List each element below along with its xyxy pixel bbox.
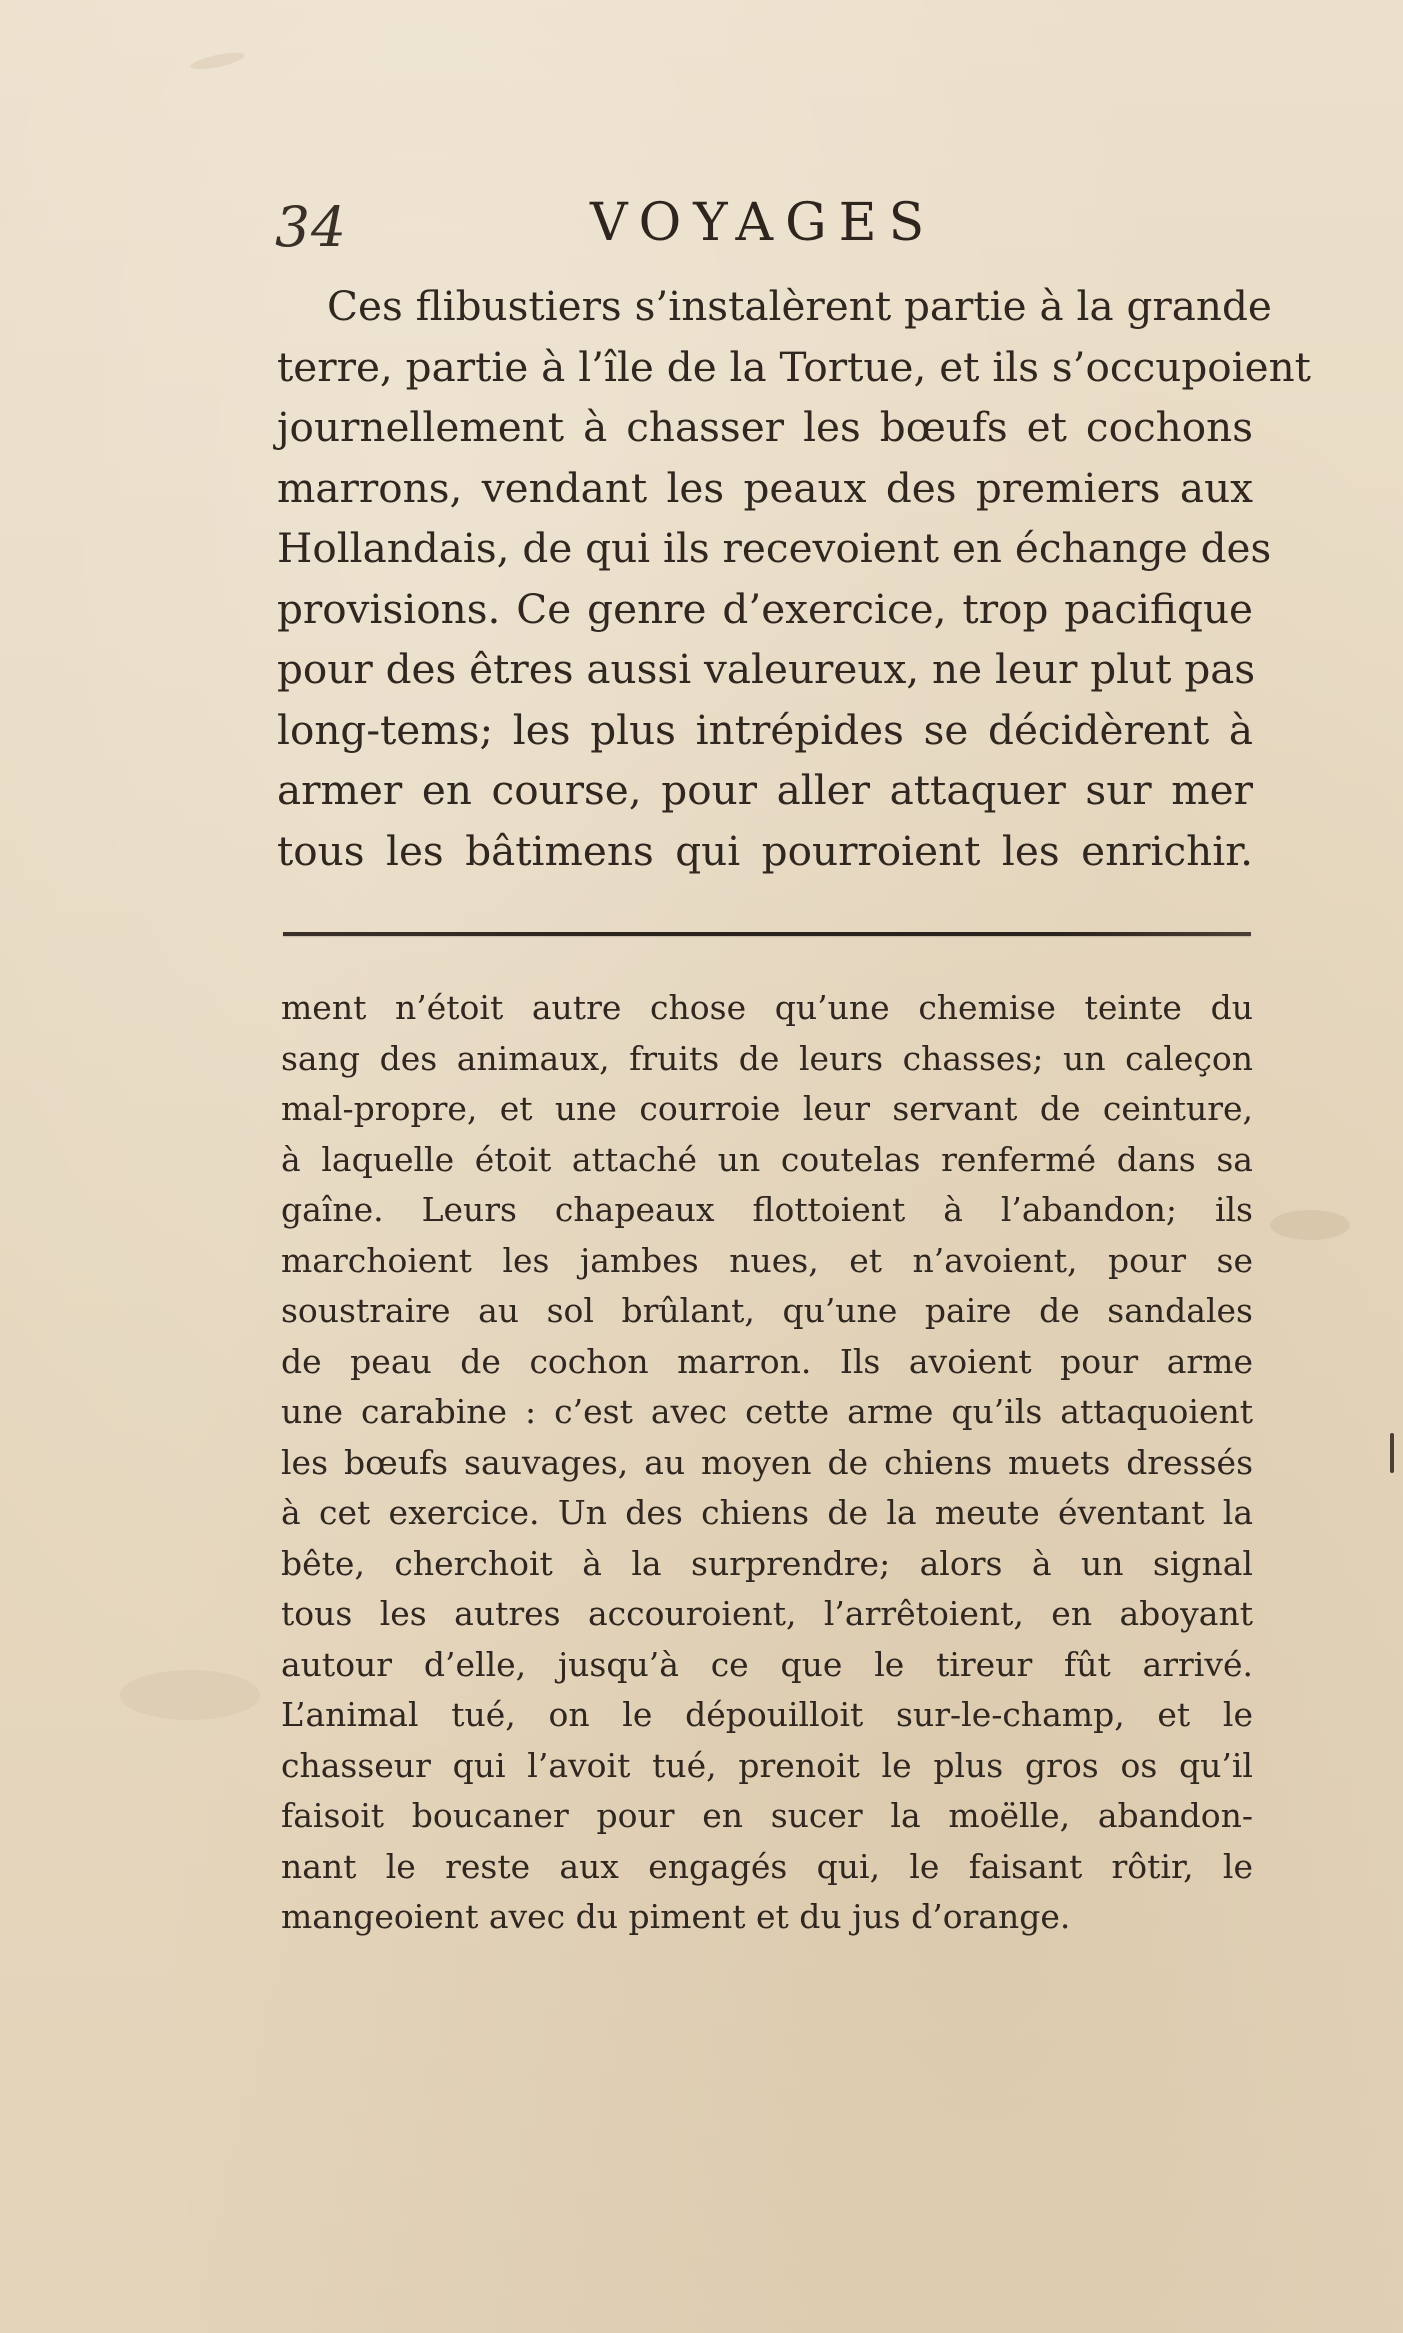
footnote-line: ment n’étoit autre chose qu’une chemise teinte du <box>281 988 1253 1027</box>
footnote-separator <box>283 932 1251 936</box>
footnote-line: de peau de cochon marron. Ils avoient pour arme <box>281 1341 1253 1381</box>
paper-stain <box>120 1670 260 1720</box>
footnote-line: à cet exercice. Un des chiens de la meute éventant la <box>281 1493 1253 1532</box>
main-text-line: armer en course, pour aller attaquer sur mer <box>277 766 1253 814</box>
page-number: 34 <box>275 195 347 259</box>
footnote-line: autour d’elle, jusqu’à ce que le tireur fût arrivé. <box>281 1644 1253 1684</box>
paper-stain <box>189 49 245 72</box>
footnote-line: soustraire au sol brûlant, qu’une paire de sandales <box>281 1291 1253 1330</box>
footnote-line: L’animal tué, on le dépouilloit sur-le-champ, et le <box>281 1695 1253 1734</box>
footnote-line: gaîne. Leurs chapeaux flottoient à l’abandon; ils <box>281 1190 1253 1229</box>
footnote-line: mangeoient avec du piment et du jus d’orange. <box>281 1897 1071 1936</box>
main-text-line: tous les bâtimens qui pourroient les enrichir. <box>277 826 1253 875</box>
footnote-line: à laquelle étoit attaché un coutelas renfermé dans sa <box>281 1139 1253 1179</box>
footnote-line: faisoit boucaner pour en sucer la moëlle, abandon- <box>281 1796 1253 1835</box>
main-text-line: journellement à chasser les bœufs et cochons <box>277 403 1253 451</box>
main-text-line: pour des êtres aussi valeureux, ne leur plut pas <box>277 645 1256 693</box>
footnote-line: bête, cherchoit à la surprendre; alors à un signal <box>281 1543 1253 1583</box>
main-text-line: provisions. Ce genre d’exercice, trop pacifique <box>277 584 1253 633</box>
paper-stain <box>1270 1210 1350 1240</box>
footnote-line: les bœufs sauvages, au moyen de chiens muets dressés <box>281 1442 1253 1482</box>
main-text-line: marrons, vendant les peaux des premiers aux <box>277 463 1253 512</box>
footnote-text <box>281 983 1253 1943</box>
main-text-line: Ces flibustiers s’instalèrent partie à la grande <box>327 282 1272 330</box>
page-edge-mark <box>1390 1433 1394 1473</box>
footnote-line: sang des animaux, fruits de leurs chasses; un caleçon <box>281 1038 1253 1078</box>
page-header <box>0 185 1403 265</box>
footnote-line: marchoient les jambes nues, et n’avoient, pour se <box>281 1240 1253 1280</box>
main-text-line: terre, partie à l’île de la Tortue, et ils s’occupoient <box>277 342 1311 391</box>
footnote-line: tous les autres accouroient, l’arrêtoient, en aboyant <box>281 1594 1253 1633</box>
footnote-line: nant le reste aux engagés qui, le faisant rôtir, le <box>281 1846 1253 1886</box>
main-text-line: long-tems; les plus intrépides se décidèrent à <box>277 705 1253 754</box>
footnote-line: une carabine : c’est avec cette arme qu’ils attaquoient <box>281 1392 1253 1431</box>
footnote-line: mal-propre, et une courroie leur servant de ceinture, <box>281 1089 1253 1128</box>
main-text-line: Hollandais, de qui ils recevoient en échange des <box>277 524 1272 572</box>
main-paragraph <box>277 276 1311 881</box>
running-title: VOYAGES <box>590 193 937 253</box>
footnote-line: chasseur qui l’avoit tué, prenoit le plus gros os qu’il <box>281 1745 1253 1785</box>
